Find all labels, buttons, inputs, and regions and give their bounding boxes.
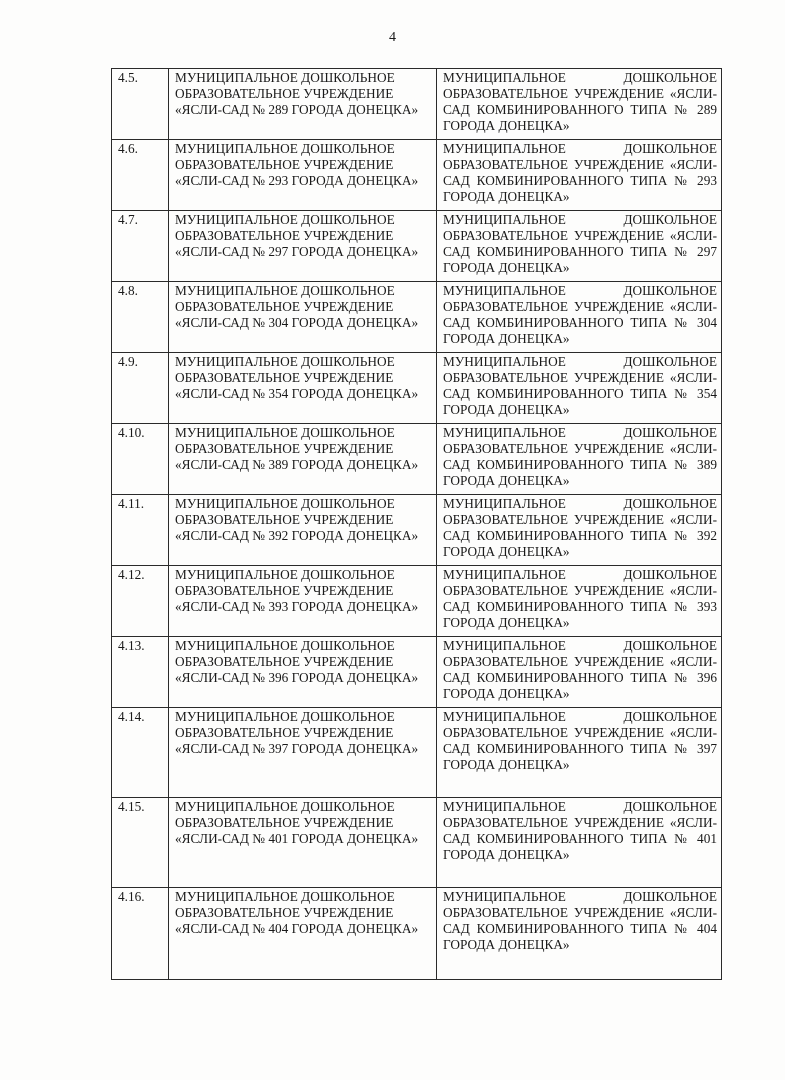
new-name: МУНИЦИПАЛЬНОЕ ДОШКОЛЬНОЕ ОБРАЗОВАТЕЛЬНОЕ УЧРЕЖДЕНИЕ «ЯСЛИ-САД КОМБИНИРОВАННОГО ТИПА № 293 ГОРОДА ДОНЕЦКА» [437, 140, 722, 211]
table-row [112, 566, 722, 637]
old-name: МУНИЦИПАЛЬНОЕ ДОШКОЛЬНОЕ ОБРАЗОВАТЕЛЬНОЕ УЧРЕЖДЕНИЕ «ЯСЛИ-САД № 392 ГОРОДА ДОНЕЦКА» [169, 495, 437, 566]
new-name: МУНИЦИПАЛЬНОЕ ДОШКОЛЬНОЕ ОБРАЗОВАТЕЛЬНОЕ УЧРЕЖДЕНИЕ «ЯСЛИ-САД КОМБИНИРОВАННОГО ТИПА № 304 ГОРОДА ДОНЕЦКА» [437, 282, 722, 353]
row-number: 4.13. [112, 637, 169, 708]
old-name: МУНИЦИПАЛЬНОЕ ДОШКОЛЬНОЕ ОБРАЗОВАТЕЛЬНОЕ УЧРЕЖДЕНИЕ «ЯСЛИ-САД № 304 ГОРОДА ДОНЕЦКА» [169, 282, 437, 353]
old-name: МУНИЦИПАЛЬНОЕ ДОШКОЛЬНОЕ ОБРАЗОВАТЕЛЬНОЕ УЧРЕЖДЕНИЕ «ЯСЛИ-САД № 293 ГОРОДА ДОНЕЦКА» [169, 140, 437, 211]
new-name: МУНИЦИПАЛЬНОЕ ДОШКОЛЬНОЕ ОБРАЗОВАТЕЛЬНОЕ УЧРЕЖДЕНИЕ «ЯСЛИ-САД КОМБИНИРОВАННОГО ТИПА № 396 ГОРОДА ДОНЕЦКА» [437, 637, 722, 708]
new-name: МУНИЦИПАЛЬНОЕ ДОШКОЛЬНОЕ ОБРАЗОВАТЕЛЬНОЕ УЧРЕЖДЕНИЕ «ЯСЛИ-САД КОМБИНИРОВАННОГО ТИПА № 393 ГОРОДА ДОНЕЦКА» [437, 566, 722, 637]
new-name: МУНИЦИПАЛЬНОЕ ДОШКОЛЬНОЕ ОБРАЗОВАТЕЛЬНОЕ УЧРЕЖДЕНИЕ «ЯСЛИ-САД КОМБИНИРОВАННОГО ТИПА № 397 ГОРОДА ДОНЕЦКА» [437, 708, 722, 798]
old-name: МУНИЦИПАЛЬНОЕ ДОШКОЛЬНОЕ ОБРАЗОВАТЕЛЬНОЕ УЧРЕЖДЕНИЕ «ЯСЛИ-САД № 297 ГОРОДА ДОНЕЦКА» [169, 211, 437, 282]
new-name: МУНИЦИПАЛЬНОЕ ДОШКОЛЬНОЕ ОБРАЗОВАТЕЛЬНОЕ УЧРЕЖДЕНИЕ «ЯСЛИ-САД КОМБИНИРОВАННОГО ТИПА № 389 ГОРОДА ДОНЕЦКА» [437, 424, 722, 495]
table-row [112, 708, 722, 798]
old-name: МУНИЦИПАЛЬНОЕ ДОШКОЛЬНОЕ ОБРАЗОВАТЕЛЬНОЕ УЧРЕЖДЕНИЕ «ЯСЛИ-САД № 404 ГОРОДА ДОНЕЦКА» [169, 888, 437, 980]
new-name: МУНИЦИПАЛЬНОЕ ДОШКОЛЬНОЕ ОБРАЗОВАТЕЛЬНОЕ УЧРЕЖДЕНИЕ «ЯСЛИ-САД КОМБИНИРОВАННОГО ТИПА № 354 ГОРОДА ДОНЕЦКА» [437, 353, 722, 424]
new-name: МУНИЦИПАЛЬНОЕ ДОШКОЛЬНОЕ ОБРАЗОВАТЕЛЬНОЕ УЧРЕЖДЕНИЕ «ЯСЛИ-САД КОМБИНИРОВАННОГО ТИПА № 404 ГОРОДА ДОНЕЦКА» [437, 888, 722, 980]
new-name: МУНИЦИПАЛЬНОЕ ДОШКОЛЬНОЕ ОБРАЗОВАТЕЛЬНОЕ УЧРЕЖДЕНИЕ «ЯСЛИ-САД КОМБИНИРОВАННОГО ТИПА № 297 ГОРОДА ДОНЕЦКА» [437, 211, 722, 282]
table-row [112, 140, 722, 211]
old-name: МУНИЦИПАЛЬНОЕ ДОШКОЛЬНОЕ ОБРАЗОВАТЕЛЬНОЕ УЧРЕЖДЕНИЕ «ЯСЛИ-САД № 396 ГОРОДА ДОНЕЦКА» [169, 637, 437, 708]
old-name: МУНИЦИПАЛЬНОЕ ДОШКОЛЬНОЕ ОБРАЗОВАТЕЛЬНОЕ УЧРЕЖДЕНИЕ «ЯСЛИ-САД № 401 ГОРОДА ДОНЕЦКА» [169, 798, 437, 888]
table-row [112, 424, 722, 495]
table-row [112, 888, 722, 980]
row-number: 4.9. [112, 353, 169, 424]
old-name: МУНИЦИПАЛЬНОЕ ДОШКОЛЬНОЕ ОБРАЗОВАТЕЛЬНОЕ УЧРЕЖДЕНИЕ «ЯСЛИ-САД № 397 ГОРОДА ДОНЕЦКА» [169, 708, 437, 798]
row-number: 4.8. [112, 282, 169, 353]
reorganization-table [111, 68, 722, 980]
row-number: 4.7. [112, 211, 169, 282]
old-name: МУНИЦИПАЛЬНОЕ ДОШКОЛЬНОЕ ОБРАЗОВАТЕЛЬНОЕ УЧРЕЖДЕНИЕ «ЯСЛИ-САД № 354 ГОРОДА ДОНЕЦКА» [169, 353, 437, 424]
table-row [112, 495, 722, 566]
page-number: 4 [389, 30, 396, 45]
row-number: 4.5. [112, 69, 169, 140]
table-row [112, 282, 722, 353]
old-name: МУНИЦИПАЛЬНОЕ ДОШКОЛЬНОЕ ОБРАЗОВАТЕЛЬНОЕ УЧРЕЖДЕНИЕ «ЯСЛИ-САД № 393 ГОРОДА ДОНЕЦКА» [169, 566, 437, 637]
row-number: 4.12. [112, 566, 169, 637]
row-number: 4.15. [112, 798, 169, 888]
old-name: МУНИЦИПАЛЬНОЕ ДОШКОЛЬНОЕ ОБРАЗОВАТЕЛЬНОЕ УЧРЕЖДЕНИЕ «ЯСЛИ-САД № 289 ГОРОДА ДОНЕЦКА» [169, 69, 437, 140]
new-name: МУНИЦИПАЛЬНОЕ ДОШКОЛЬНОЕ ОБРАЗОВАТЕЛЬНОЕ УЧРЕЖДЕНИЕ «ЯСЛИ-САД КОМБИНИРОВАННОГО ТИПА № 289 ГОРОДА ДОНЕЦКА» [437, 69, 722, 140]
row-number: 4.16. [112, 888, 169, 980]
old-name: МУНИЦИПАЛЬНОЕ ДОШКОЛЬНОЕ ОБРАЗОВАТЕЛЬНОЕ УЧРЕЖДЕНИЕ «ЯСЛИ-САД № 389 ГОРОДА ДОНЕЦКА» [169, 424, 437, 495]
row-number: 4.10. [112, 424, 169, 495]
new-name: МУНИЦИПАЛЬНОЕ ДОШКОЛЬНОЕ ОБРАЗОВАТЕЛЬНОЕ УЧРЕЖДЕНИЕ «ЯСЛИ-САД КОМБИНИРОВАННОГО ТИПА № 392 ГОРОДА ДОНЕЦКА» [437, 495, 722, 566]
new-name: МУНИЦИПАЛЬНОЕ ДОШКОЛЬНОЕ ОБРАЗОВАТЕЛЬНОЕ УЧРЕЖДЕНИЕ «ЯСЛИ-САД КОМБИНИРОВАННОГО ТИПА № 401 ГОРОДА ДОНЕЦКА» [437, 798, 722, 888]
row-number: 4.11. [112, 495, 169, 566]
table-row [112, 211, 722, 282]
table-row [112, 798, 722, 888]
table-row [112, 69, 722, 140]
table-row [112, 637, 722, 708]
table-row [112, 353, 722, 424]
row-number: 4.6. [112, 140, 169, 211]
row-number: 4.14. [112, 708, 169, 798]
